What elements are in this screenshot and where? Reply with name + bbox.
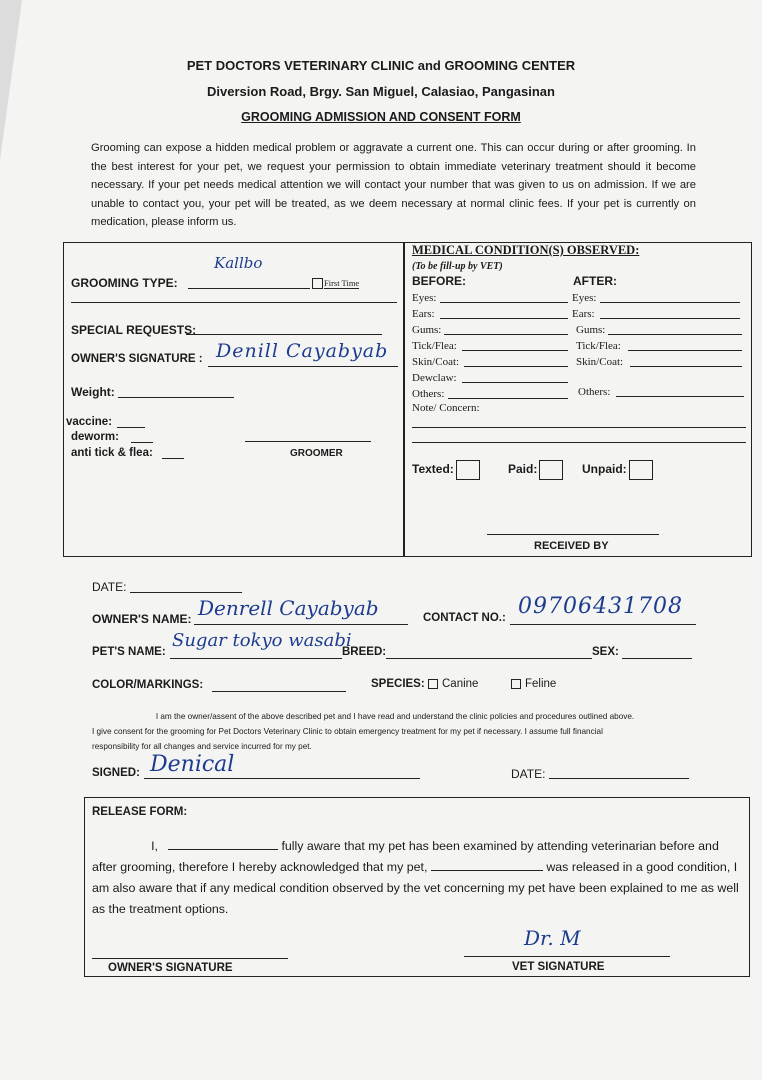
vet-signature-label: VET SIGNATURE (512, 961, 605, 973)
release-paragraph (92, 836, 744, 920)
weight-field[interactable] (118, 397, 234, 398)
received-by-line[interactable] (487, 534, 659, 535)
note-label: Note/ Concern: (412, 402, 480, 414)
grooming-type-extra-line[interactable] (71, 302, 397, 303)
before-label: BEFORE: (412, 274, 466, 288)
consent-paragraph (92, 709, 698, 754)
after-gums-label: Gums: (576, 324, 606, 336)
after-ears-label: Ears: (572, 308, 595, 320)
sex-field[interactable] (622, 658, 692, 659)
color-field[interactable] (212, 691, 346, 692)
first-time-option[interactable] (312, 278, 359, 289)
release-title: RELEASE FORM: (92, 806, 188, 818)
signed-value: Denical (150, 752, 235, 777)
grooming-type-field[interactable] (188, 288, 310, 289)
medical-title: MEDICAL CONDITION(S) OBSERVED: (412, 243, 640, 257)
groomer-signature-line[interactable] (245, 441, 371, 442)
sex-label: SEX: (592, 646, 619, 658)
paid-option[interactable] (508, 460, 563, 480)
groomer-label: GROOMER (290, 448, 343, 459)
date-field[interactable] (130, 592, 242, 593)
species-feline-option[interactable] (511, 678, 556, 690)
after-tick-label: Tick/Flea: (576, 340, 621, 352)
vet-signature-value: Dr. M (524, 926, 581, 950)
pet-name-label: PET'S NAME: (92, 646, 166, 658)
vet-signature-line[interactable] (464, 956, 670, 957)
after-ears-field[interactable] (600, 318, 740, 319)
grooming-type-value: Kallbo (214, 254, 263, 272)
feline-checkbox[interactable] (511, 679, 521, 689)
medical-subtitle: (To be fill-up by VET) (412, 261, 503, 272)
date-label: DATE: (92, 580, 127, 594)
owner-name-value: Denrell Cayabyab (198, 596, 379, 620)
before-ears-label: Ears: (412, 308, 435, 320)
unpaid-checkbox[interactable] (629, 460, 653, 480)
release-owner-signature-label: OWNER'S SIGNATURE (108, 962, 233, 974)
release-text-part1: fully aware that my pet has been examined by attending veterinarian before and after grooming, therefore I hereby acknowledged that my pet, (92, 839, 719, 874)
vaccine-label: vaccine: (66, 416, 113, 428)
consent-line-3: responsibility for all changes and service incurred for my pet. (92, 742, 312, 751)
received-by-label: RECEIVED BY (534, 540, 609, 552)
consent-line-1: I am the owner/assent of the above described pet and I have read and understand the clinic policies and procedures outlined above. (155, 712, 635, 721)
contact-label: CONTACT NO.: (423, 612, 506, 624)
special-requests-field[interactable] (186, 334, 382, 335)
owner-name-field[interactable] (194, 624, 408, 625)
canine-label: Canine (442, 678, 479, 690)
species-canine-option[interactable] (428, 678, 478, 690)
antitick-label: anti tick & flea: (71, 447, 153, 459)
texted-option[interactable] (412, 460, 480, 480)
after-eyes-field[interactable] (600, 302, 740, 303)
texted-label: Texted: (412, 462, 454, 477)
before-gums-label: Gums: (412, 324, 442, 336)
signed-date-label: DATE: (511, 767, 546, 781)
paid-checkbox[interactable] (539, 460, 563, 480)
release-pet-name-field[interactable] (431, 858, 543, 871)
paid-label: Paid: (508, 462, 538, 477)
canine-checkbox[interactable] (428, 679, 438, 689)
consent-line-2: I give consent for the grooming for Pet Doctors Veterinary Clinic to obtain emergency treatment for my pet if necessary. I assume full financial (92, 727, 603, 736)
before-skin-field[interactable] (464, 366, 568, 367)
pet-name-value: Sugar tokyo wasabi (172, 630, 352, 651)
before-tick-field[interactable] (462, 350, 568, 351)
note-line-2[interactable] (412, 442, 746, 443)
before-eyes-field[interactable] (440, 302, 568, 303)
before-tick-label: Tick/Flea: (412, 340, 457, 352)
signed-label: SIGNED: (92, 767, 140, 779)
note-line-1[interactable] (412, 427, 746, 428)
before-dewclaw-label: Dewclaw: (412, 372, 457, 384)
texted-checkbox[interactable] (456, 460, 480, 480)
weight-label: Weight: (71, 385, 115, 399)
grooming-type-label: GROOMING TYPE: (71, 276, 178, 290)
intro-paragraph: Grooming can expose a hidden medical problem or aggravate a current one. This can occur during or after grooming. In the best interest for your pet, we request your permission to obtain immediate veterinary treatment should it become necessary. If your pet needs medical attention we will contact your number that was given to us on admission. If we are unable to contact you, your pet will be treated, as we deem necessary at normal clinic fees. If your pet is currently on medication, please inform us. (91, 142, 696, 229)
after-label: AFTER: (573, 274, 617, 288)
owner-signature-value: Denill Cayabyab (216, 340, 389, 362)
contact-value: 09706431708 (518, 594, 683, 619)
clinic-name: PET DOCTORS VETERINARY CLINIC and GROOMING CENTER (186, 58, 576, 73)
after-others-field[interactable] (616, 396, 744, 397)
owner-name-label: OWNER'S NAME: (92, 612, 192, 626)
before-others-field[interactable] (448, 398, 568, 399)
after-tick-field[interactable] (628, 350, 742, 351)
after-skin-label: Skin/Coat: (576, 356, 624, 368)
release-text-part2: was released in a good condition, I am also aware that if any medical condition observed by the vet concerning my pet have been explained to me as well as the treatment options. (92, 860, 739, 916)
release-owner-signature-line[interactable] (92, 958, 288, 959)
breed-field[interactable] (386, 658, 592, 659)
before-skin-label: Skin/Coat: (412, 356, 460, 368)
after-others-label: Others: (578, 386, 611, 398)
unpaid-label: Unpaid: (582, 462, 627, 477)
first-time-checkbox[interactable] (312, 278, 323, 289)
first-time-label: First Time (324, 278, 360, 288)
signed-date-field[interactable] (549, 778, 689, 779)
before-ears-field[interactable] (440, 318, 568, 319)
special-requests-label: SPECIAL REQUESTS: (71, 323, 197, 337)
before-dewclaw-field[interactable] (462, 382, 568, 383)
signed-field[interactable] (144, 778, 420, 779)
color-label: COLOR/MARKINGS: (92, 679, 204, 691)
after-skin-field[interactable] (630, 366, 742, 367)
release-owner-name-field[interactable] (168, 837, 278, 850)
feline-label: Feline (525, 678, 557, 690)
owner-signature-label: OWNER'S SIGNATURE : (71, 353, 203, 365)
pet-name-field[interactable] (170, 658, 342, 659)
release-text-start: I, (151, 839, 158, 853)
owner-signature-field[interactable] (208, 366, 398, 367)
form-title: GROOMING ADMISSION AND CONSENT FORM (241, 110, 521, 124)
unpaid-option[interactable] (582, 460, 653, 480)
deworm-label: deworm: (71, 431, 119, 443)
before-others-label: Others: (412, 388, 445, 400)
deworm-field[interactable] (131, 442, 153, 443)
admission-divider (403, 242, 405, 557)
breed-label: BREED: (342, 646, 387, 658)
before-eyes-label: Eyes: (412, 292, 437, 304)
contact-field[interactable] (510, 624, 696, 625)
vaccine-field[interactable] (117, 427, 145, 428)
after-gums-field[interactable] (608, 334, 742, 335)
antitick-field[interactable] (162, 458, 184, 459)
clinic-address: Diversion Road, Brgy. San Miguel, Calasiao, Pangasinan (207, 84, 555, 99)
before-gums-field[interactable] (444, 334, 568, 335)
species-label: SPECIES: (371, 678, 425, 690)
after-eyes-label: Eyes: (572, 292, 597, 304)
